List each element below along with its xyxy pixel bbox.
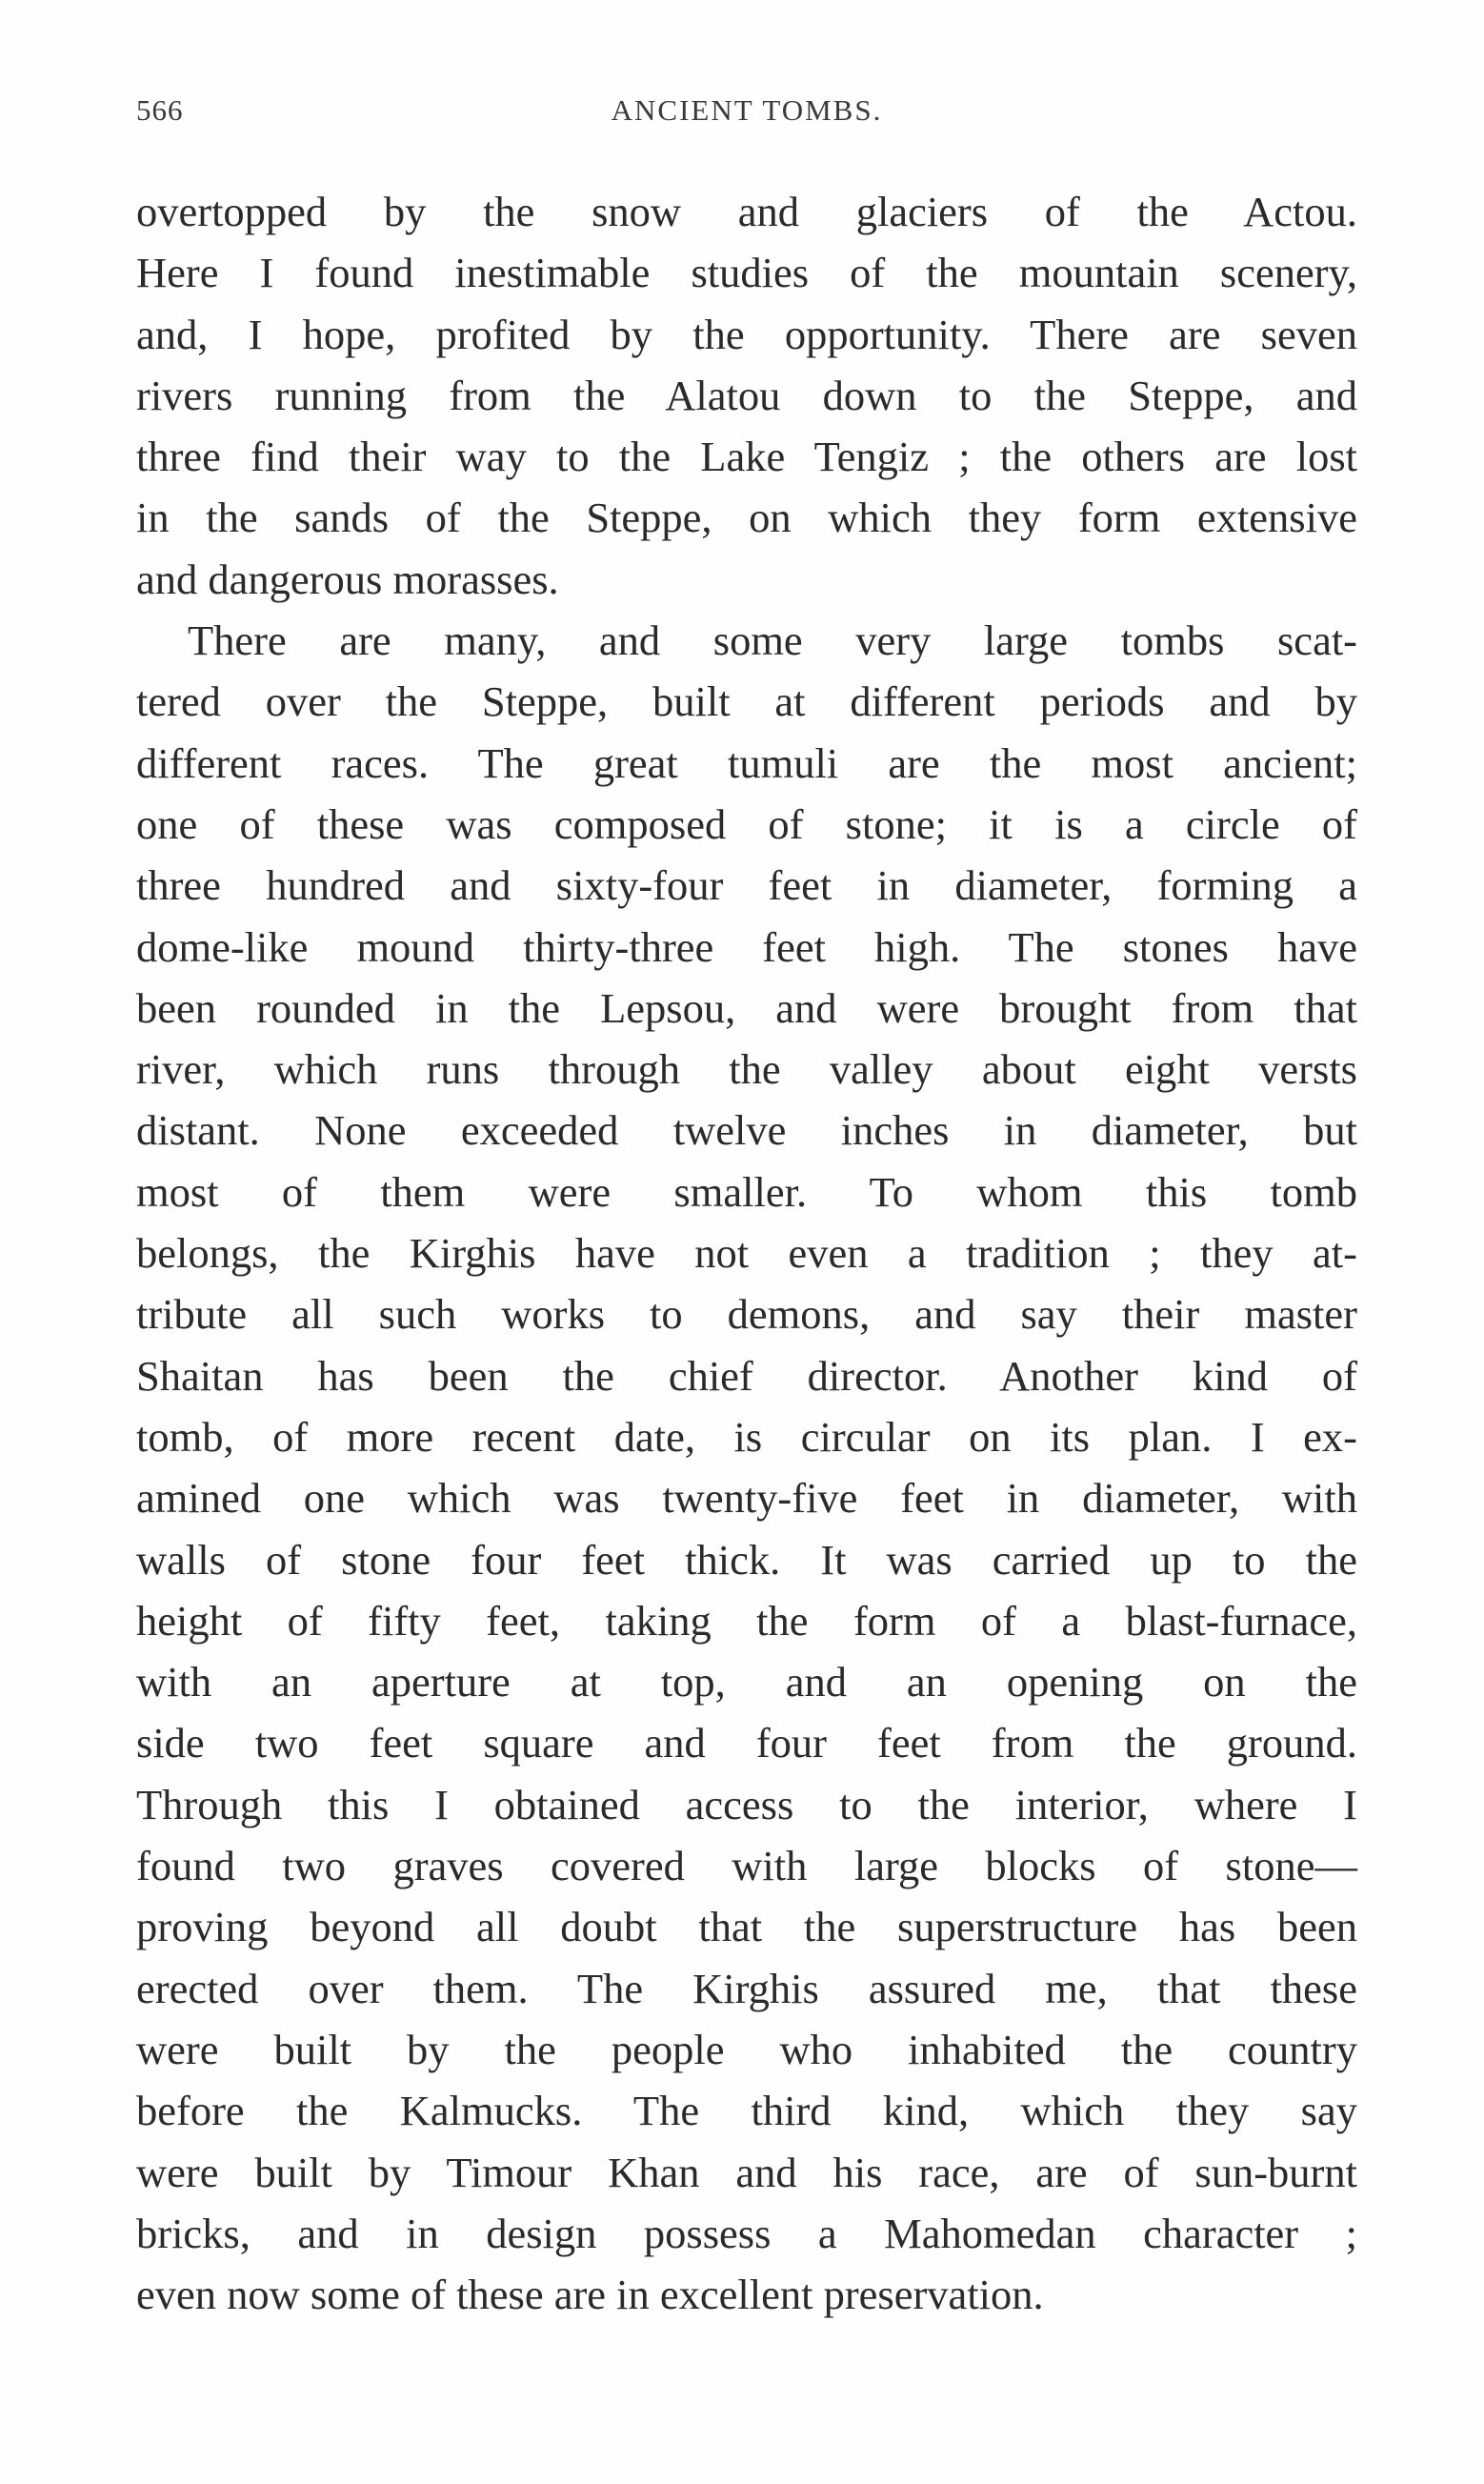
text-line: most of them were smaller. To whom this tomb <box>136 1167 1357 1216</box>
text-line: and, I hope, profited by the opportunity. There are seven <box>136 310 1357 358</box>
text-line: Shaitan has been the chief director. Another kind of <box>136 1351 1357 1400</box>
body-text <box>136 181 1357 2325</box>
text-line: in the sands of the Steppe, on which they form extensive <box>136 494 1357 542</box>
text-line: and dangerous morasses. <box>136 555 559 603</box>
text-line: different races. The great tumuli are the most ancient; <box>136 738 1357 787</box>
text-line: belongs, the Kirghis have not even a tradition ; they at- <box>136 1229 1357 1278</box>
text-line: three hundred and sixty-four feet in diameter, forming a <box>136 861 1357 910</box>
text-line: proving beyond all doubt that the superstructure has been <box>136 1903 1357 1951</box>
paragraph-2 <box>136 610 1357 2325</box>
text-line: There are many, and some very large tombs scat- <box>188 616 1357 665</box>
paragraph-1 <box>136 181 1357 610</box>
text-line: were built by Timour Khan and his race, are of sun-burnt <box>136 2148 1357 2196</box>
text-line: three find their way to the Lake Tengiz ; the others are lost <box>136 433 1357 481</box>
text-line: height of fifty feet, taking the form of a blast-furnace, <box>136 1596 1357 1645</box>
text-line: before the Kalmucks. The third kind, which they say <box>136 2087 1357 2135</box>
text-line: one of these was composed of stone; it is a circle of <box>136 799 1357 848</box>
text-line: tribute all such works to demons, and say their master <box>136 1290 1357 1339</box>
text-line: erected over them. The Kirghis assured me, that these <box>136 1964 1357 2012</box>
text-line: even now some of these are in excellent preservation. <box>136 2271 1044 2319</box>
text-line: with an aperture at top, and an opening on the <box>136 1658 1357 1706</box>
text-line: tered over the Steppe, built at different periods and by <box>136 677 1357 726</box>
text-line: river, which runs through the valley about eight versts <box>136 1045 1357 1094</box>
page-number: 566 <box>136 93 184 127</box>
text-line: rivers running from the Alatou down to the Steppe, and <box>136 371 1357 419</box>
text-line: walls of stone four feet thick. It was carried up to the <box>136 1535 1357 1584</box>
text-line: Through this I obtained access to the interior, where I <box>136 1780 1357 1828</box>
text-line: bricks, and in design possess a Mahomedan character ; <box>136 2209 1357 2257</box>
text-line: tomb, of more recent date, is circular on its plan. I ex- <box>136 1412 1357 1461</box>
text-line: side two feet square and four feet from the ground. <box>136 1719 1357 1767</box>
text-line: dome-like mound thirty-three feet high. The stones have <box>136 922 1357 971</box>
chapter-running-title: ANCIENT TOMBS. <box>611 93 883 127</box>
text-line: amined one which was twenty-five feet in diameter, with <box>136 1474 1357 1523</box>
running-head <box>136 93 1357 141</box>
text-line: found two graves covered with large blocks of stone— <box>136 1842 1357 1890</box>
text-line: were built by the people who inhabited the country <box>136 2025 1357 2073</box>
text-line: overtopped by the snow and glaciers of the Actou. <box>136 188 1357 235</box>
text-line: been rounded in the Lepsou, and were brought from that <box>136 983 1357 1032</box>
text-line: distant. None exceeded twelve inches in diameter, but <box>136 1106 1357 1155</box>
text-line: Here I found inestimable studies of the mountain scenery, <box>136 249 1357 297</box>
